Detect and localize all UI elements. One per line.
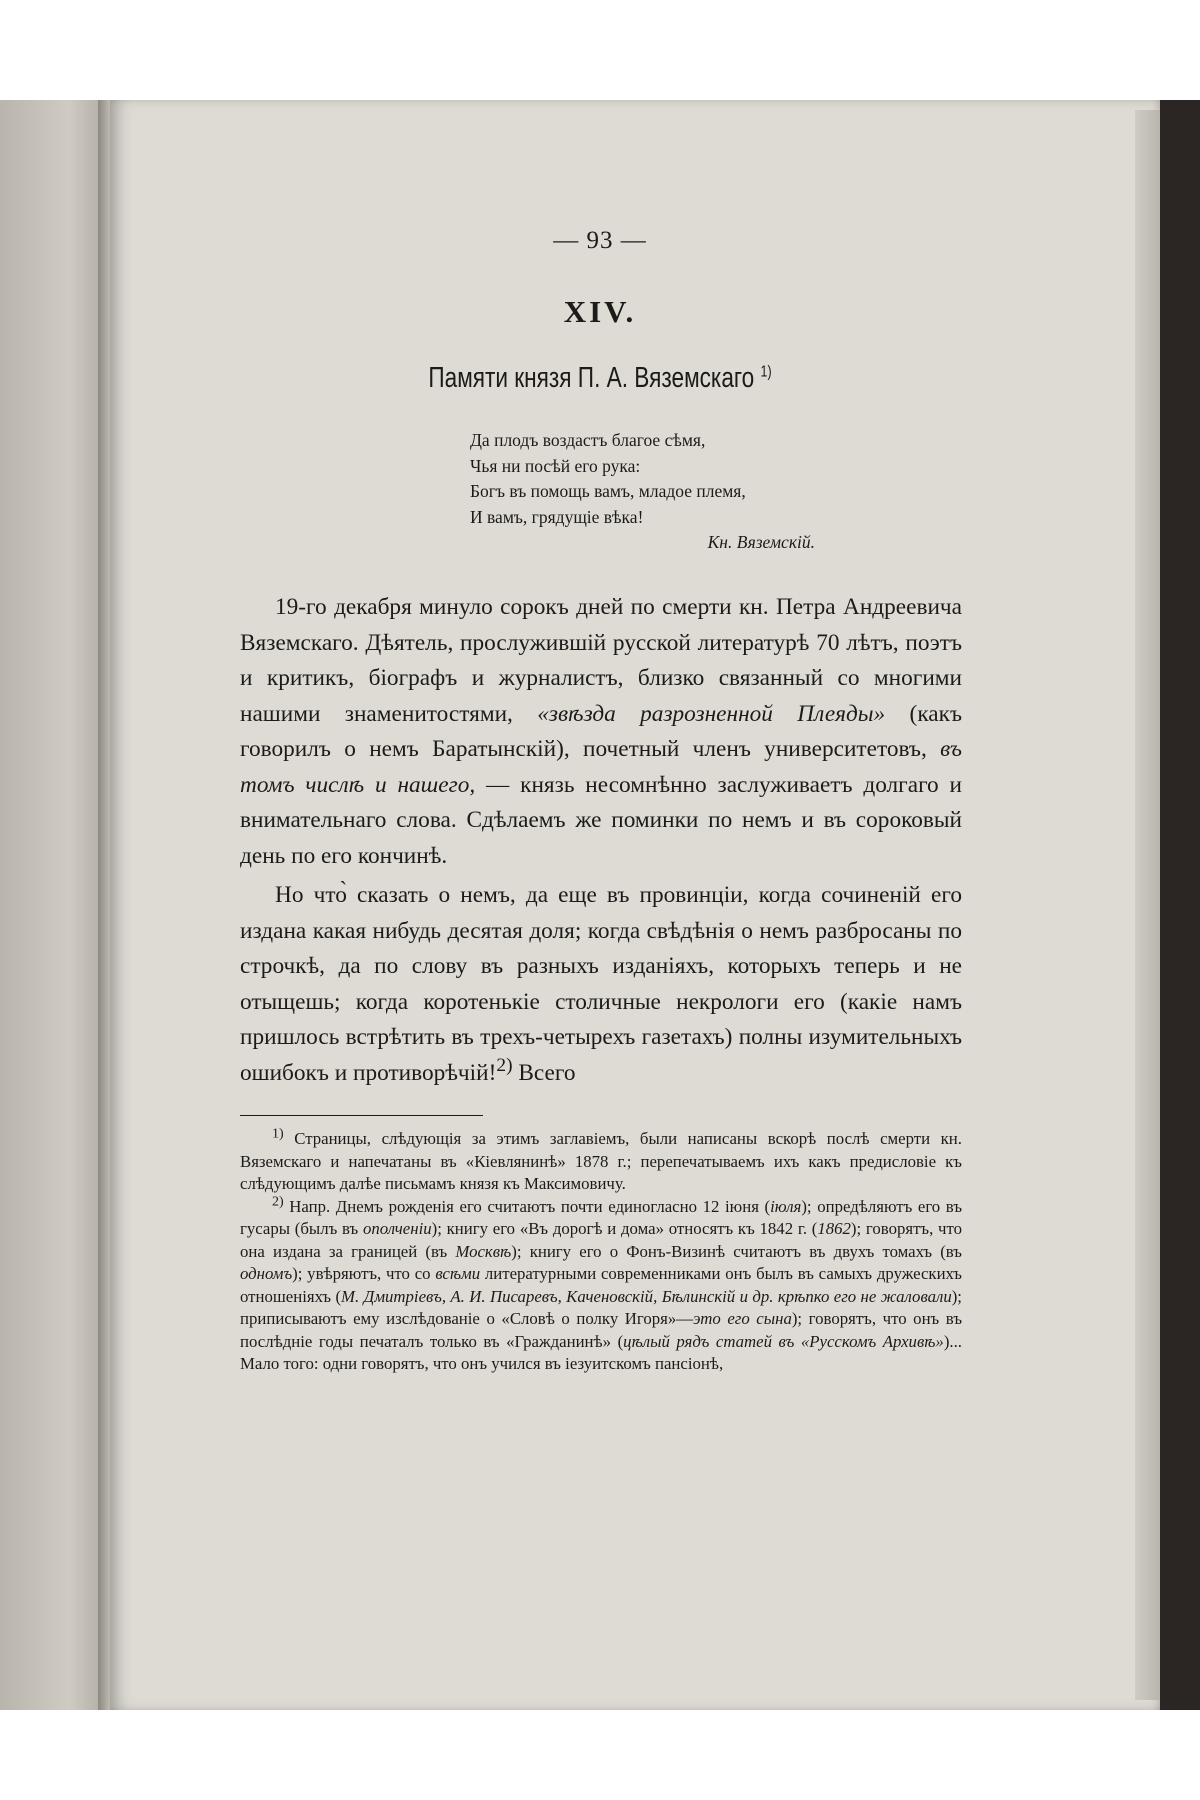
emphasis-span: іюля: [770, 1196, 802, 1216]
epigraph-line: Да плодъ воздастъ благое сѣмя,: [470, 430, 706, 450]
emphasis-span: одномъ: [240, 1264, 293, 1283]
footnote-text: ); увѣряютъ, что со: [292, 1264, 436, 1283]
footnote-text: ); книгу его «Въ дорогѣ и дома» относятъ къ 1842 г. (: [431, 1219, 818, 1238]
epigraph-author: Кн. Вяземскій.: [707, 532, 815, 552]
title-footnote-mark: 1): [760, 363, 772, 381]
main-text: [240, 590, 962, 1091]
text-span: (какъ говорилъ о немъ Баратынскій), почетный членъ университетовъ,: [240, 700, 962, 762]
footnote-text: ); опредѣляютъ его въ гусары (былъ въ: [240, 1196, 962, 1238]
footnote-rule: [240, 1115, 483, 1116]
footnote-text: ); говорятъ, что она издана за границей (въ: [240, 1219, 962, 1261]
footnote-1: [240, 1128, 962, 1196]
chapter-title-text: Памяти князя П. А. Вяземскаго: [428, 362, 755, 394]
footnote-text: Напр. Днемъ рожденія его считаютъ почти единогласно 12 іюня (: [283, 1196, 771, 1216]
emphasis-span: всѣми: [435, 1264, 481, 1283]
footnote-text: литературными современниками онъ былъ въ самыхъ дружескихъ отношеніяхъ (: [240, 1264, 962, 1306]
footnote-text: Страницы, слѣдующія за этимъ заглавіемъ, были написаны вскорѣ послѣ смерти кн. Вяземскаго и напечатаны въ «Кіевлянинѣ» 1878 г.; перепечатываемъ ихъ какъ предисловіе къ слѣдующимъ далѣе письмамъ князя къ Максимовичу.: [240, 1129, 962, 1193]
epigraph-line: Чья ни посѣй его рука:: [470, 455, 641, 476]
epigraph: [470, 428, 850, 556]
footnote-mark: 1): [272, 1126, 284, 1142]
emphasis-span: въ томъ числѣ и нашего,: [240, 736, 962, 798]
epigraph-line: Богъ въ помощь вамъ, младое племя,: [470, 481, 746, 501]
chapter-number: XIV.: [563, 294, 637, 329]
emphasis-span: 1862: [817, 1219, 851, 1238]
page-number: — 93 —: [553, 227, 647, 254]
emphasis-span: М. Дмитріевъ, А. И. Писаревъ, Каченовскій, Бѣлинскій и др. крѣпко его не жаловали: [341, 1286, 952, 1306]
text-span: Но что̀ сказать о немъ, да еще въ провинціи, когда сочиненій его издана какая нибудь десятая доля; когда свѣдѣнія о немъ разбросаны по строчкѣ, да по слову въ разныхъ изданіяхъ, которыхъ теперь и не отыщешь; когда коротенькіе столичные некрологи его (какіе намъ пришлось встрѣтить въ трехъ-четырехъ газетахъ) полны изумительныхъ ошибокъ и противорѣчій!: [240, 882, 962, 1086]
footnote-mark: 2): [496, 1054, 513, 1076]
text-span: Всего: [512, 1059, 576, 1086]
paragraph-1: [240, 590, 962, 874]
emphasis-span: ополченіи: [362, 1219, 432, 1238]
footnote-mark: 2): [272, 1193, 284, 1209]
emphasis-span: это его сына: [693, 1309, 792, 1328]
page-stack-edge: [1135, 110, 1160, 1700]
chapter-title: [132, 362, 1068, 395]
emphasis-span: цѣлый рядъ статей въ «Русскомъ Архивѣ»: [623, 1331, 944, 1351]
emphasis-span: Москвѣ: [455, 1241, 512, 1261]
text-span: — князь несомнѣнно заслуживаетъ долгаго и внимательнаго слова. Сдѣлаемъ же поминки по немъ и въ сороковый день по его кончинѣ.: [240, 771, 962, 869]
emphasis-span: «звѣзда разрозненной Плеяды»: [537, 700, 886, 727]
text-span: 19-го декабря минуло сорокъ дней по смерти кн. Петра Андреевича Вяземскаго. Дѣятель, прослужившій русской литературѣ 70 лѣтъ, поэтъ и критикъ, біографъ и журналистъ, близко связанный со многими нашими знаменитостями,: [240, 594, 962, 727]
footnotes: [240, 1128, 962, 1376]
footnote-text: )... Мало того: одни говорятъ, что онъ учился въ іезуитскомъ пансіонѣ,: [240, 1331, 962, 1373]
footnote-text: ); приписываютъ ему изслѣдованіе о «Словѣ о полку Игоря»—: [240, 1286, 962, 1328]
epigraph-line: И вамъ, грядущіе вѣка!: [470, 506, 644, 527]
footnote-text: ); говорятъ, что онъ въ послѣдніе годы печаталъ только въ «Гражданинѣ» (: [240, 1309, 962, 1351]
paragraph-2: [240, 878, 962, 1091]
footnote-text: ); книгу его о Фонъ-Визинѣ считаютъ въ двухъ томахъ (въ: [511, 1241, 962, 1261]
footnote-2: [240, 1193, 962, 1376]
